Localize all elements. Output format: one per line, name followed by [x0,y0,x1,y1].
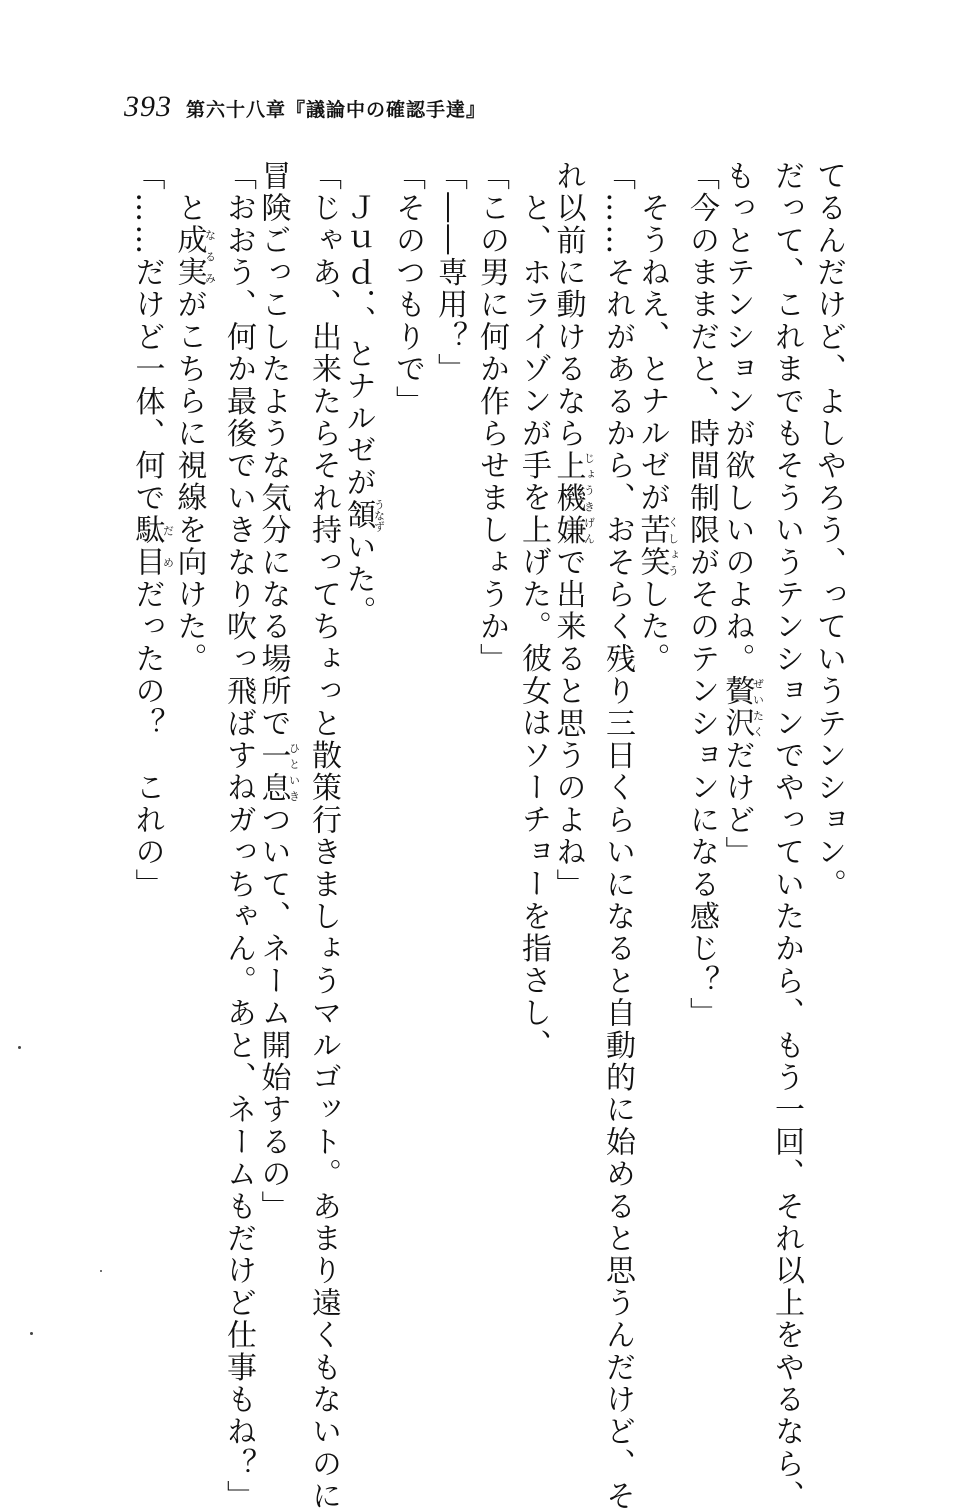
scan-speck [100,1270,102,1272]
ruby-reading: ひといき [287,739,301,805]
text-segment: だって、これまでもそういうテンションでやっていたから、もう一回、それ以上をやるなら、 [769,160,804,1512]
text-line [634,192,680,1392]
text-line [218,160,258,1512]
text-line [171,192,217,1392]
ruby-word [171,224,217,289]
text-segment: と [171,192,207,225]
text-segment: で出来ると思うのよね」 [550,546,586,901]
ruby-base: 一息 [255,739,291,805]
text-segment: した。 [634,578,670,676]
ruby-base: 上機嫌 [550,449,586,547]
text-line [719,160,765,1360]
ruby-reading: なるみ [203,224,217,289]
text-segment: 「今のままだと、時間制限がそのテンションになる感じ？」 [684,160,719,1030]
ruby-word [719,675,765,740]
text-line [597,160,637,1512]
text-segment: と、ホライゾンが手を上げた。彼女はソーチョーを指さし、 [516,192,551,1062]
ruby-reading: じょうきげん [582,449,596,547]
page-number: 393 [124,90,172,123]
text-line [387,160,427,1360]
ruby-word [340,498,386,532]
text-line [255,160,301,1360]
scan-speck [30,1332,33,1335]
chapter-title: 第六十八章『議論中の確認手達』 [186,99,487,121]
text-line [129,160,175,1360]
text-segment: 「おおう、何か最後でいきなり吹っ飛ばすねガっちゃん。あと、ネームもだけど仕事もね？」 [221,160,256,1512]
ruby-base: 駄目 [129,514,165,579]
text-segment: 「――専用？」 [432,160,467,386]
text-line [471,160,511,1360]
text-segment: れ以前に動けるなら [550,160,586,450]
text-line [513,192,553,1392]
ruby-word [129,514,175,579]
text-line [808,160,848,1360]
ruby-word [550,449,596,547]
text-line [550,160,596,1360]
text-segment: ついて、ネーム開始するの」 [255,804,291,1223]
text-segment: がこちらに視線を向けた。 [171,288,207,676]
text-line [681,160,721,1360]
text-segment: 「じゃあ、出来たらそれ持ってちょっと散策行きましょうマルゴット。あまり遠くもないのに [306,160,341,1512]
text-segment: もっとテンションが欲しいのよね。 [719,160,755,676]
text-segment: だけど」 [719,739,755,869]
ruby-reading: ぜいたく [751,675,765,740]
text-segment: だったの？ これの」 [129,578,165,901]
text-segment: 「……それがあるから、おそらく残り三日くらいになると自動的に始めると思うんだけど、そ [600,160,635,1512]
text-segment: 「……だけど一体、何で [129,160,165,515]
ruby-reading: うなず [372,498,386,532]
text-line [766,160,806,1512]
text-segment: Ｊｕｄ．、とナルゼが [340,192,376,499]
text-segment: 「この男に何か作らせましょうか」 [474,160,509,676]
text-segment: 「そのつもりで」 [390,160,425,418]
text-segment: てるんだけど、よしやろう、っていうテンション。 [811,160,846,901]
ruby-base: 苦笑 [634,514,670,579]
ruby-reading: だめ [161,514,175,579]
text-segment: いた。 [340,531,376,628]
ruby-word [634,514,680,579]
ruby-base: 成実 [171,224,207,289]
ruby-reading: くしょう [666,514,680,579]
text-line [340,192,386,1392]
ruby-base: 頷 [340,498,376,532]
ruby-word [255,739,301,805]
running-header [124,90,486,126]
text-segment: そうねえ、とナルゼが [634,192,670,514]
text-segment: 冒険ごっこしたような気分になる場所で [255,160,291,740]
scan-speck [18,1046,21,1049]
ruby-base: 贅沢 [719,675,755,740]
text-line [303,160,343,1512]
text-line [429,160,469,1360]
